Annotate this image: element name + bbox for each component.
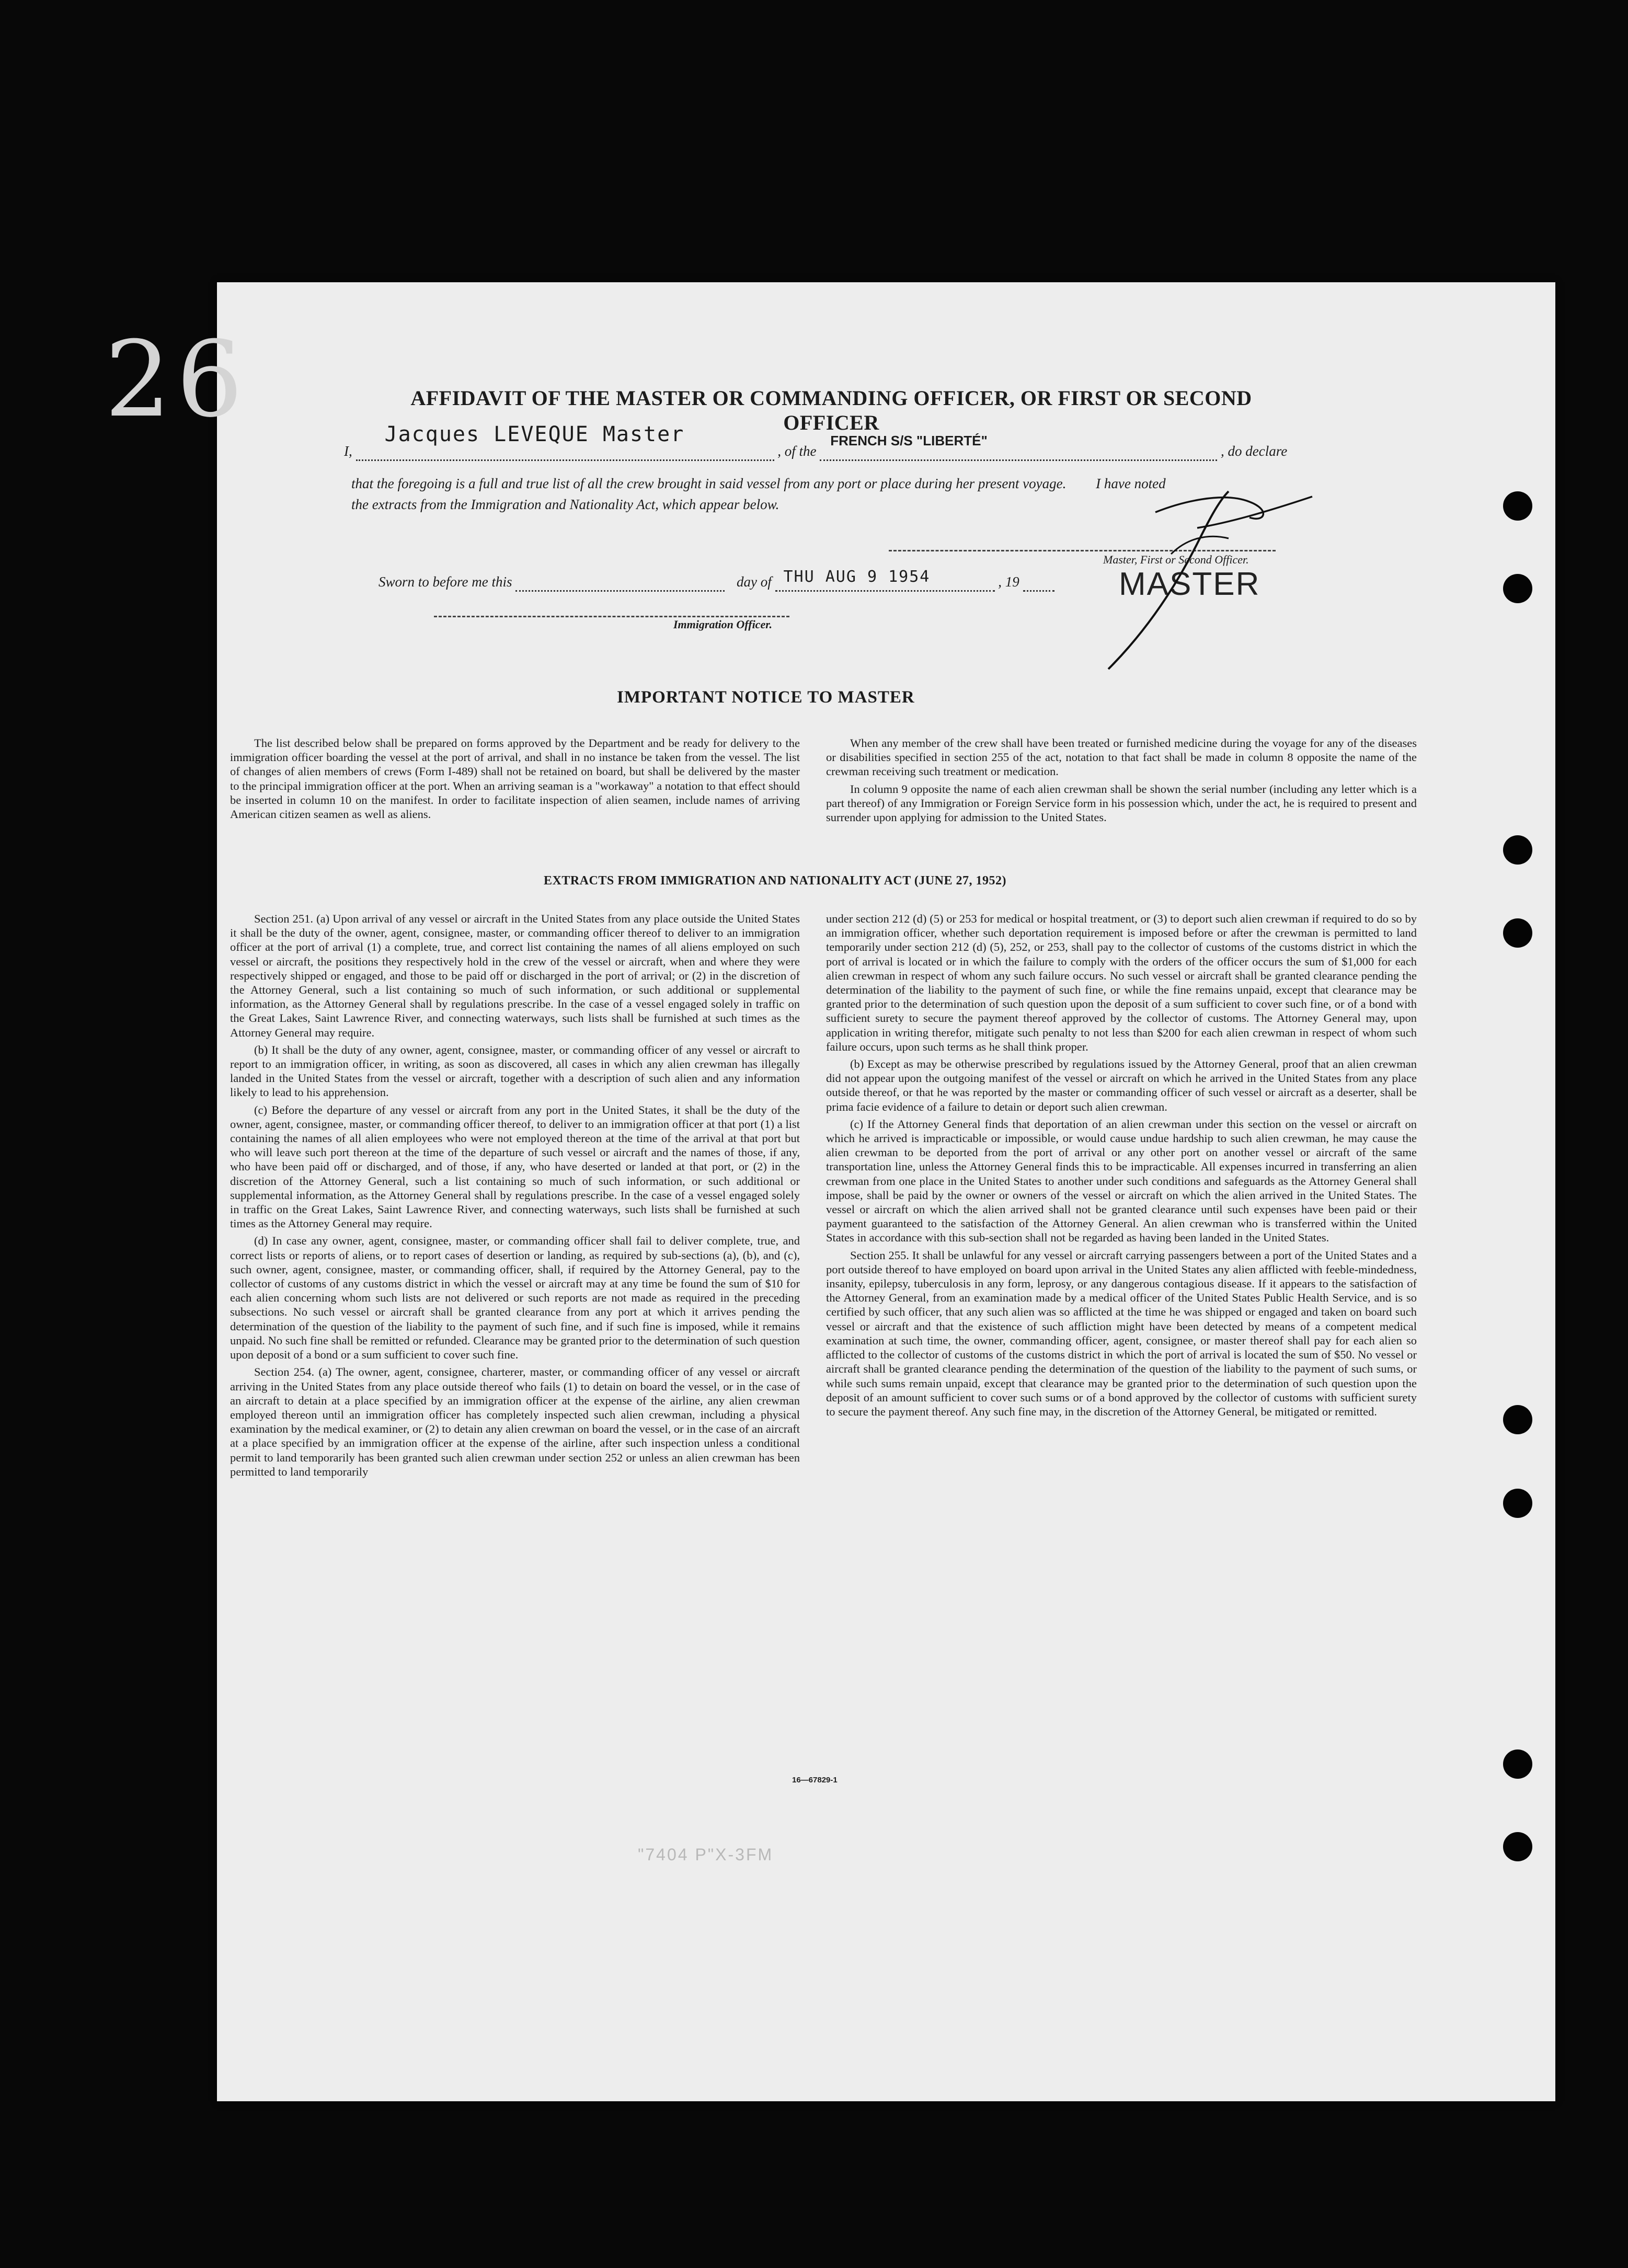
extract-paragraph: (d) In case any owner, agent, consignee, master, or commanding officer shall fail to deliver complete, true, and correct lists or reports of aliens, or to report cases of desertion or landing, as required by sub-sections (a), (b), and (c), such owner, agent, consignee, master, or commanding officer, shall, if required by the Attorney General, pay to the collector of customs of any customs district in which the vessel or aircraft may at any time be found the sum of $10 for each alien concerning whom such lists are not delivered or such reports are not made as required in the preceding subsections. No such vessel or aircraft shall be granted clearance from any port at which it arrives pending the determination of the question of the liability to the payment of such fine, and if such fine is imposed, while it remains unpaid. No such fine shall be remitted or refunded. Clearance may be granted prior to the determination of such question upon deposit of a bond or a sum sufficient to cover such fine. xyxy=(230,1234,800,1362)
page-number-mark: 26 xyxy=(105,319,248,441)
extract-paragraph: Section 254. (a) The owner, agent, consignee, charterer, master, or commanding officer of any vessel or aircraft arriving in the United States from any place outside thereof who fails (1) to detain on board the vessel, or in the case of an aircraft to detain at a place specified by an immigration officer at the expense of the airline, any alien crewman employed thereon until an immigration officer has completely inspected such alien crewman, including a physical examination by the medical examiner, or (2) to detain any alien crewman on board the vessel, or in the case of an aircraft at a place specified by an immigration officer at the expense of the airline, after such inspection unless a conditional permit to land temporarily has been granted such alien crewman under section 252 or unless an alien crewman has been permitted to land temporarily xyxy=(230,1365,800,1478)
master-name-field xyxy=(356,422,774,461)
master-name-value: Jacques LEVEQUE Master xyxy=(384,422,685,446)
declaration-text-2: the extracts from the Immigration and Nationality Act, which appear below. xyxy=(351,497,779,512)
notice-left-paragraph: The list described below shall be prepared on forms approved by the Department and be ready for delivery to the immigration officer boarding the vessel at the port of arrival, and shall in no instance be taken from the vessel. The list of changes of alien members of crews (Form I-489) shall not be retained on board, but shall be delivered by the master to the principal immigration officer at the port. When an arriving seaman is a "workaway" a notation to that effect should be inserted in column 10 on the manifest. In order to facilitate inspection of alien seamen, include names of arriving American citizen seamen as well as aliens. xyxy=(230,736,800,821)
extracts-right-column xyxy=(826,912,1417,1422)
extracts-left-column xyxy=(230,912,800,1482)
punch-hole xyxy=(1503,835,1532,865)
punch-hole xyxy=(1503,491,1532,521)
extract-paragraph: under section 212 (d) (5) or 253 for medical or hospital treatment, or (3) to deport such alien crewman if required to do so by an immigration officer, whether such deportation requirement is imposed before or after the crewman is permitted to land temporarily under section 212 (d) (5), 252, or 253, shall pay to the collector of customs of the customs district in which the port of arrival is located or in which the failure to comply with the orders of the officer occurs the sum of $1,000 for each alien crewman in respect of whom any such failure occurs. No such vessel or aircraft shall be granted clearance pending the determination of the liability to the payment of such fine, or while the fine remains unpaid, except that clearance may be granted prior to the determination of such question upon the deposit of a sum sufficient to cover such fine, or of a bond with sufficient surety to secure the payment thereof approved by the collector of customs. The Attorney General may, upon application in writing therefor, mitigate such penalty to not less than $200 for each alien crewman in respect of whom such failure occurs, upon such terms as he shall think proper. xyxy=(826,912,1417,1053)
date-stamp: THU AUG 9 1954 xyxy=(783,568,931,586)
punch-hole xyxy=(1503,1749,1532,1779)
declaration-line-2 xyxy=(351,497,779,513)
declarant-line xyxy=(344,422,1484,461)
extract-paragraph: (c) If the Attorney General finds that deportation of an alien crewman under this section on the vessel or aircraft on which he arrived is impracticable or impossible, or would cause undue hardship to such alien crewman, he may cause the alien crewman to be deported from the port of arrival or any other port on another vessel or aircraft of the same transportation line, unless the Attorney General finds this to be impracticable. All expenses incurred in transferring an alien crewman from one place in the United States to another under such conditions and safeguards as the Attorney General shall impose, shall be paid by the owner or owners of the vessel or aircraft on which the alien arrived in the United States. The vessel or aircraft on which the alien arrived shall not be granted clearance until such expenses have been paid or their payment guaranteed to the satisfaction of the Attorney General. An alien crewman who is transferred within the United States in accordance with this sub-section shall not be regarded as having been landed in the United States. xyxy=(826,1117,1417,1245)
i-label: I, xyxy=(344,443,352,459)
extract-paragraph: (b) Except as may be otherwise prescribed by regulations issued by the Attorney General, proof that an alien crewman did not appear upon the outgoing manifest of the vessel or aircraft on which he arrived in the United States from any place outside thereof, or that he was reported by the master or commanding officer of such vessel or aircraft as a deserter, shall be prima facie evidence of a failure to detain or deport such alien crewman. xyxy=(826,1057,1417,1113)
punch-hole xyxy=(1503,1489,1532,1518)
extract-paragraph: (c) Before the departure of any vessel or aircraft from any port in the United States, it shall be the duty of the owner, agent, consignee, master, or commanding officer thereof, to deliver to an immigration officer at that port (1) a list containing the names of all alien employees who were not employed thereon at the time of the arrival at that port but who will leave such port thereon at the time of the departure of such vessel or aircraft and the names of those, if any, who have been paid off or discharged, and of those, if any, who have deserted or landed at that port, or (2) in the discretion of the Attorney General, such a list containing so much of such information, or such additional or supplemental information, as the Attorney General shall by regulations prescribe. In the case of a vessel engaged solely in traffic on the Great Lakes, Saint Lawrence River, and connecting waterways, such lists shall be furnished at such times as the Attorney General may require. xyxy=(230,1103,800,1230)
notice-right-paragraph-1: When any member of the crew shall have been treated or furnished medicine during the voyage for any of the diseases or disabilities specified in section 255 of the act, notation to that fact shall be made in column 8 opposite the name of the crewman receiving such treatment or medication. xyxy=(826,736,1417,778)
notice-left-column xyxy=(230,736,800,824)
day-of-label: day of xyxy=(737,574,772,590)
bleed-through-text: "7404 P"X-3FM xyxy=(638,1845,774,1864)
notice-title: IMPORTANT NOTICE TO MASTER xyxy=(617,688,915,707)
year-label: , 19 xyxy=(998,574,1019,590)
sworn-label: Sworn to before me this xyxy=(379,574,512,590)
have-noted-text: I have noted xyxy=(1096,476,1166,491)
year-field xyxy=(1023,574,1054,592)
extract-paragraph: (b) It shall be the duty of any owner, agent, consignee, master, or commanding officer of any vessel or aircraft to report to an immigration officer, in writing, as soon as discovered, all cases in which any alien crewman has illegally landed in the United States from the vessel or aircraft, together with a description of such alien and any information likely to lead to his apprehension. xyxy=(230,1043,800,1099)
master-stamp: MASTER xyxy=(1119,566,1260,602)
master-signature-label: Master, First or Second Officer. xyxy=(1103,553,1249,566)
vessel-field xyxy=(820,433,1217,461)
do-declare-label: , do declare xyxy=(1221,443,1288,459)
form-number: 16—67829-1 xyxy=(792,1776,838,1785)
sworn-line xyxy=(351,568,1083,592)
of-the-label: , of the xyxy=(777,443,817,459)
master-signature xyxy=(1093,481,1344,680)
affidavit-title: AFFIDAVIT OF THE MASTER OR COMMANDING OFFICER, OR FIRST OR SECOND OFFICER xyxy=(410,386,1252,434)
extract-paragraph: Section 251. (a) Upon arrival of any vessel or aircraft in the United States from any place outside the United States it shall be the duty of the owner, agent, consignee, master, or commanding officer thereof to deliver to an immigration officer at the port of arrival (1) a complete, true, and correct list containing the names of all aliens employed on such vessel or aircraft, the positions they respectively hold in the crew of the vessel or aircraft, when and where they were respectively shipped or engaged, and those to be paid off or discharged in the port of arrival; or (2) in the discretion of the Attorney General, such a list containing so much of such information, or such additional or supplemental information, as the Attorney General shall by regulations prescribe. In the case of a vessel engaged solely in traffic on the Great Lakes, Saint Lawrence River, and connecting waterways, such lists shall be furnished at such times as the Attorney General may require. xyxy=(230,912,800,1039)
date-field xyxy=(775,568,995,592)
declaration-text-1: that the foregoing is a full and true list of all the crew brought in said vessel from any port or place during her present voyage. xyxy=(351,476,1067,491)
immigration-officer-line xyxy=(434,616,789,617)
sworn-day-field xyxy=(515,574,725,592)
extract-paragraph: Section 255. It shall be unlawful for any vessel or aircraft carrying passengers between a port of the United States and a port outside thereof to have employed on board upon arrival in the United States any alien afflicted with feeble-mindedness, insanity, epilepsy, tuberculosis in any form, leprosy, or any dangerous contagious disease. If it appears to the satisfaction of the Attorney General, from an examination made by a medical officer of the United States Public Health Service, and is so certified by such officer, that any such alien was so afflicted at the time he was shipped or engaged and taken on board such vessel or aircraft and that the existence of such affliction might have been detected by means of a competent medical examination at such time, the owner, commanding officer, agent, consignee, or master thereof shall pay for each alien so afflicted to the collector of customs of the customs district in which the port of arrival is located the sum of $50. No vessel or aircraft shall be granted clearance pending the determination of the question of the liability to the payment of such sums, or while such sums remain unpaid, except that clearance may be granted prior to the determination of such question upon the deposit of an amount sufficient to cover such sums or of a bond approved by the collector of customs with sufficient surety to secure the payment thereof. Any such fine may, in the discretion of the Attorney General, be mitigated or remitted. xyxy=(826,1248,1417,1418)
immigration-officer-label: Immigration Officer. xyxy=(673,618,773,631)
punch-hole xyxy=(1503,918,1532,948)
punch-hole xyxy=(1503,574,1532,603)
notice-right-paragraph-2: In column 9 opposite the name of each alien crewman shall be shown the serial number (including any letter which is a part thereof) of any Immigration or Foreign Service form in his possession which, under the act, he is required to present and surrender upon applying for admission to the United States. xyxy=(826,782,1417,824)
punch-hole xyxy=(1503,1405,1532,1434)
vessel-value: FRENCH S/S "LIBERTÉ" xyxy=(830,433,988,448)
notice-right-column xyxy=(826,736,1417,827)
extracts-title: EXTRACTS FROM IMMIGRATION AND NATIONALITY ACT (JUNE 27, 1952) xyxy=(544,874,1006,888)
punch-hole xyxy=(1503,1832,1532,1861)
